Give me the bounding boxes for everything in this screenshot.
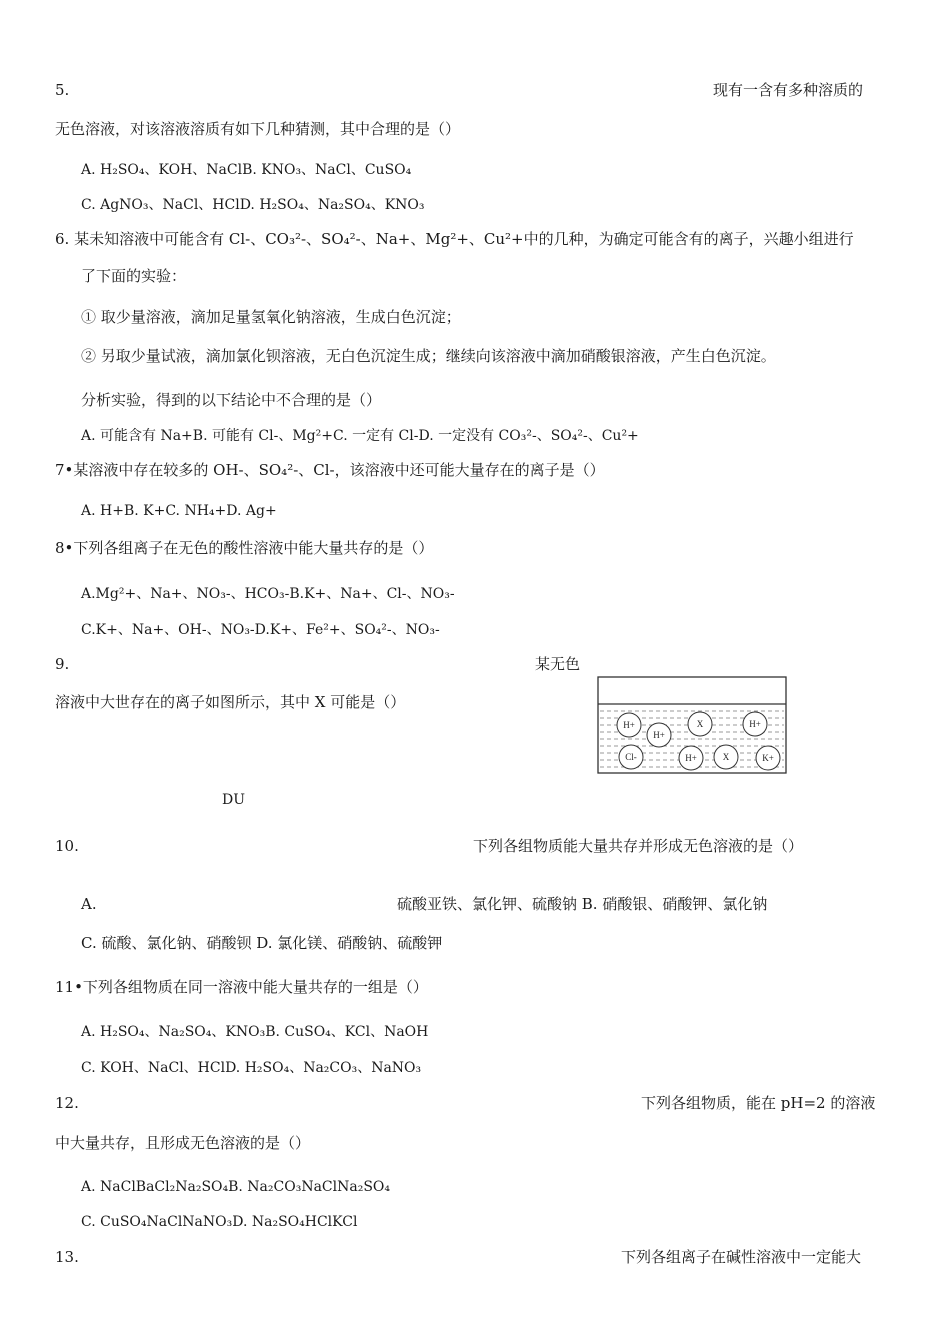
q5-stem-start: 现有一含有多种溶质的 (713, 81, 864, 99)
q5-options-ab: A. H₂SO₄、KOH、NaClB. KNO₃、NaCl、CuSO₄ (81, 162, 412, 178)
q7-options: A. H+B. K+C. NH₄+D. Ag+ (81, 503, 277, 519)
q12-number: 12. (55, 1094, 79, 1112)
q10-stem: 下列各组物质能大量共存并形成无色溶液的是（） (473, 837, 804, 855)
q9-number: 9. (55, 655, 70, 673)
ion-solution-figure (597, 676, 787, 774)
ion-label: H+ (623, 720, 635, 730)
q10-options-ab: 硫酸亚铁、氯化钾、硫酸钠 B. 硝酸银、硝酸钾、氯化钠 (397, 895, 768, 913)
q10-options-cd: C. 硫酸、氯化钠、硝酸钡 D. 氯化镁、硝酸钠、硫酸钾 (81, 934, 443, 952)
q11-stem: 11•下列各组物质在同一溶液中能大量共存的一组是（） (55, 978, 428, 996)
q7-stem: 7•某溶液中存在较多的 OH-、SO₄²-、Cl-，该溶液中还可能大量存在的离子是（） (55, 461, 605, 479)
q11-options-cd: C. KOH、NaCl、HClD. H₂SO₄、Na₂CO₃、NaNO₃ (81, 1060, 422, 1076)
q12-options-cd: C. CuSO₄NaClNaNO₃D. Na₂SO₄HClKCl (81, 1214, 358, 1230)
q12-stem: 中大量共存，且形成无色溶液的是（） (55, 1134, 311, 1152)
q10-option-a-label: A. (81, 895, 97, 913)
ion-label: H+ (653, 730, 665, 740)
q5-stem: 无色溶液，对该溶液溶质有如下几种猜测，其中合理的是（） (55, 120, 461, 138)
q6-analysis: 分析实验，得到的以下结论中不合理的是（） (81, 391, 382, 409)
q8-options-cd: C.K+、Na+、OH-、NO₃-D.K+、Fe²+、SO₄²-、NO₃- (81, 622, 440, 638)
q13-number: 13. (55, 1248, 79, 1266)
ion-label: K+ (762, 753, 774, 763)
q5-number: 5. (55, 81, 70, 99)
q6-stem: 6. 某未知溶液中可能含有 Cl-、CO₃²-、SO₄²-、Na+、Mg²+、Cu²+中的几种，为确定可能含有的离子，兴趣小组进行 (55, 230, 854, 248)
ion-label: H+ (685, 753, 697, 763)
q9-stray-text: DU (222, 792, 246, 808)
q6-stem-cont: 了下面的实验： (81, 267, 187, 285)
q8-stem: 8•下列各组离子在无色的酸性溶液中能大量共存的是（） (55, 539, 434, 557)
q9-stem: 溶液中大世存在的离子如图所示，其中 X 可能是（） (55, 693, 406, 711)
q12-options-ab: A. NaClBaCl₂Na₂SO₄B. Na₂CO₃NaClNa₂SO₄ (81, 1179, 390, 1195)
q6-step-2: ② 另取少量试液，滴加氯化钡溶液，无白色沉淀生成；继续向该溶液中滴加硝酸银溶液，产生白色沉淀。 (81, 347, 776, 365)
q11-options-ab: A. H₂SO₄、Na₂SO₄、KNO₃B. CuSO₄、KCl、NaOH (81, 1024, 429, 1040)
q8-options-ab: A.Mg²+、Na+、NO₃-、HCO₃-B.K+、Na+、Cl-、NO₃- (81, 586, 455, 602)
q5-options-cd: C. AgNO₃、NaCl、HClD. H₂SO₄、Na₂SO₄、KNO₃ (81, 197, 425, 213)
q10-number: 10. (55, 837, 79, 855)
ion-label: X (696, 719, 704, 729)
ion-label: X (722, 752, 730, 762)
q6-options: A. 可能含有 Na+B. 可能有 Cl-、Mg²+C. 一定有 Cl-D. 一定没有 CO₃²-、SO₄²-、Cu²+ (81, 428, 639, 444)
q12-stem-start: 下列各组物质，能在 pH=2 的溶液 (641, 1094, 876, 1112)
ion-label: H+ (749, 719, 761, 729)
ion-label: Cl- (625, 752, 637, 762)
q9-stem-start: 某无色 (535, 655, 581, 673)
q13-stem-start: 下列各组离子在碱性溶液中一定能大 (621, 1248, 862, 1266)
q6-step-1: ① 取少量溶液，滴加足量氢氧化钠溶液，生成白色沉淀； (81, 308, 461, 326)
